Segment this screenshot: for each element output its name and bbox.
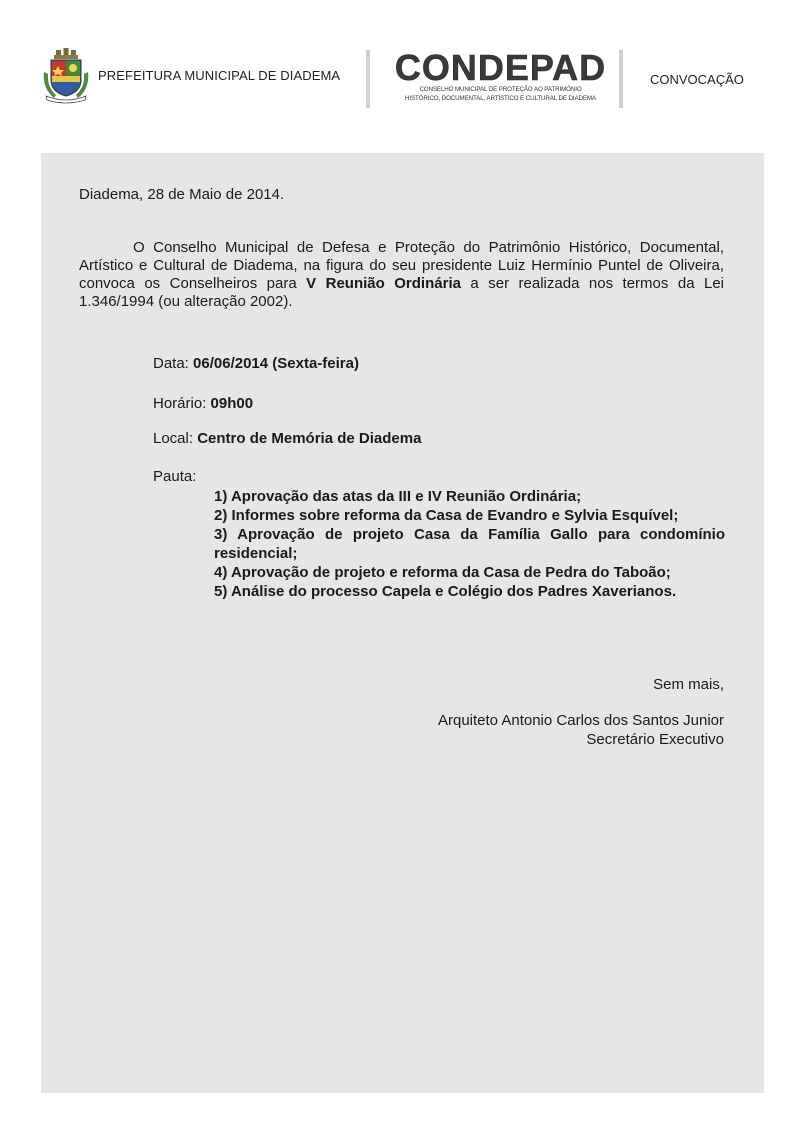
meeting-name: V Reunião Ordinária [306, 275, 461, 292]
header-divider [366, 50, 370, 108]
signer-role: Secretário Executivo [586, 731, 724, 748]
agenda-list [214, 487, 725, 601]
agenda-item: 3) Aprovação de projeto Casa da Família Gallo para condomínio residencial; [214, 526, 725, 562]
agenda-item: 4) Aprovação de projeto e reforma da Casa de Pedra do Taboão; [214, 564, 671, 581]
time-value: 09h00 [210, 395, 254, 412]
coat-of-arms-icon [38, 48, 94, 104]
location-label: Local: [153, 430, 194, 447]
condepad-subtitle-line2: HISTÓRICO, DOCUMENTAL, ARTÍSTICO E CULTURAL DE DIADEMA [404, 95, 597, 102]
letter-panel [41, 153, 764, 1093]
header-divider [619, 50, 623, 108]
condepad-logo-title: CONDEPAD [394, 47, 607, 88]
closing-phrase: Sem mais, [653, 676, 724, 693]
page-header [0, 0, 800, 150]
agenda-item: 2) Informes sobre reforma da Casa de Evandro e Sylvia Esquível; [214, 507, 679, 524]
agenda-label: Pauta: [153, 468, 197, 485]
intro-text-after: a ser realizada nos termos da Lei 1.346/1994 (ou alteração 2002). [79, 275, 725, 310]
letter-date: Diadema, 28 de Maio de 2014. [79, 186, 285, 203]
agenda-item: 1) Aprovação das atas da III e IV Reunião Ordinária; [214, 488, 582, 505]
date-label: Data: [153, 355, 189, 372]
letter-intro-paragraph [79, 239, 724, 311]
document-type-label: CONVOCAÇÃO [650, 72, 744, 87]
meeting-date-line [153, 355, 359, 373]
location-value: Centro de Memória de Diadema [197, 430, 422, 447]
time-label: Horário: [153, 395, 207, 412]
agenda-item: 5) Análise do processo Capela e Colégio dos Padres Xaverianos. [214, 583, 677, 600]
condepad-subtitle-line1: CONSELHO MUNICIPAL DE PROTEÇÃO AO PATRIMÔNIO [419, 86, 582, 93]
prefeitura-label: PREFEITURA MUNICIPAL DE DIADEMA [98, 68, 341, 83]
intro-text-before: O Conselho Municipal de Defesa e Proteção do Patrimônio Histórico, Documental, Artístico e Cultural de Diadema, na figura do seu presidente Luiz Hermínio Puntel de Oliveira, convoca os Conselheiros para [79, 239, 724, 292]
meeting-location-line [153, 430, 421, 448]
signer-name: Arquiteto Antonio Carlos dos Santos Junior [437, 712, 724, 729]
meeting-time-line [153, 395, 253, 413]
date-value: 06/06/2014 (Sexta-feira) [193, 355, 359, 372]
